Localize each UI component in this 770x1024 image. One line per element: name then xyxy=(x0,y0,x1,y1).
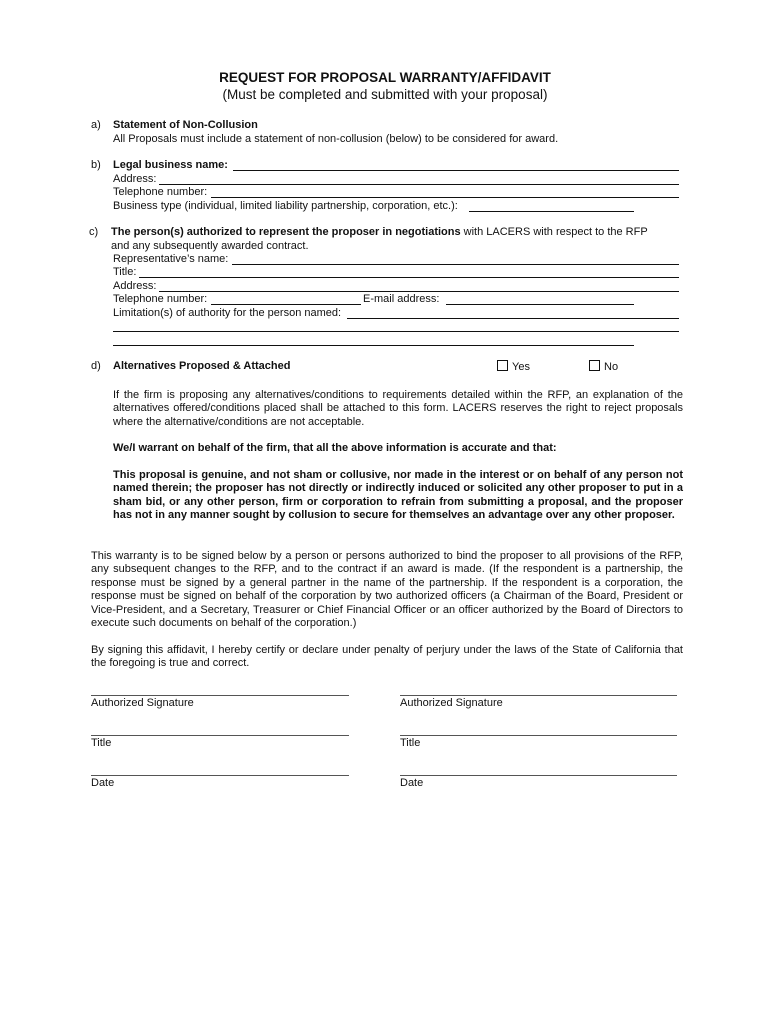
legal-name-label: Legal business name: xyxy=(113,159,228,171)
warranty-paragraph: This warranty is to be signed below by a person or persons authorized to bind the proposer to all provisions of the RFP, any subsequent changes to the RFP, and to the contract if an award is made. (If the respondent is a partnership, the response must be signed by a general partner in the name of the partnership. If the respondent is a corporation, the response must be signed on behalf of the corporation by two authorized officers (a Chairman of the Board, President or Vice-President, and a Secretary, Treasurer or Chief Financial Officer or an officer authorized by the Board of Directors to execute such documents on behalf of the corporation.) xyxy=(91,550,683,630)
no-label: No xyxy=(604,361,619,373)
email-field[interactable] xyxy=(446,304,634,305)
section-c-marker: c) xyxy=(89,226,99,238)
c-address-field[interactable] xyxy=(159,291,679,292)
c-telephone-field[interactable] xyxy=(211,304,361,305)
section-a-text: All Proposals must include a statement of non-collusion (below) to be considered for award. xyxy=(113,133,559,145)
rep-name-field[interactable] xyxy=(232,264,679,265)
section-a-heading: Statement of Non-Collusion xyxy=(113,119,258,131)
right-title-line[interactable] xyxy=(400,735,677,736)
left-date-line[interactable] xyxy=(91,775,349,776)
section-c-heading xyxy=(111,226,648,238)
alternatives-paragraph: If the firm is proposing any alternatives/conditions to requirements detailed within the RFP, an explanation of the alternatives offered/conditions placed shall be attached to this form. LACERS reserves the right to reject proposals where the alternative/conditions are not acceptable. xyxy=(113,389,683,428)
c-title-field[interactable] xyxy=(139,277,679,278)
left-date-label: Date xyxy=(91,777,115,789)
c-address-label: Address: xyxy=(113,280,157,292)
page-title: REQUEST FOR PROPOSAL WARRANTY/AFFIDAVIT xyxy=(219,70,551,85)
yes-checkbox[interactable] xyxy=(497,360,508,371)
section-c-heading-line2: and any subsequently awarded contract. xyxy=(111,240,309,252)
section-c-heading-bold: The person(s) authorized to represent the proposer in negotiations xyxy=(111,226,461,238)
section-d-marker: d) xyxy=(91,360,101,372)
yes-label: Yes xyxy=(512,361,530,373)
c-title-label: Title: xyxy=(113,266,137,278)
right-signature-line[interactable] xyxy=(400,695,677,696)
b-telephone-field[interactable] xyxy=(211,197,679,198)
rep-name-label: Representative’s name: xyxy=(113,253,229,265)
affidavit-paragraph: By signing this affidavit, I hereby certify or declare under penalty of perjury under the laws of the State of California that the foregoing is true and correct. xyxy=(91,644,683,670)
no-option[interactable] xyxy=(589,360,618,373)
business-type-label: Business type (individual, limited liability partnership, corporation, etc.): xyxy=(113,200,458,212)
left-signature-line[interactable] xyxy=(91,695,349,696)
b-address-field[interactable] xyxy=(159,184,679,185)
section-c-heading-rest: with LACERS with respect to the RFP xyxy=(460,226,648,238)
c-telephone-label: Telephone number: xyxy=(113,293,208,305)
no-checkbox[interactable] xyxy=(589,360,600,371)
limitations-label: Limitation(s) of authority for the person named: xyxy=(113,307,342,319)
right-date-label: Date xyxy=(400,777,424,789)
non-collusion-paragraph: This proposal is genuine, and not sham or collusive, nor made in the interest or on behalf of any person not named therein; the proposer has not directly or indirectly induced or solicited any other proposer to put in a sham bid, or any other person, firm or corporation to refrain from submitting a proposal, and the proposer has not in any manner sought by collusion to secure for themselves an advantage over any other proposer. xyxy=(113,469,683,522)
b-address-label: Address: xyxy=(113,173,157,185)
limitations-field-line-2[interactable] xyxy=(113,331,679,332)
left-signature-label: Authorized Signature xyxy=(91,697,194,709)
section-d-heading: Alternatives Proposed & Attached xyxy=(113,360,291,372)
section-a-marker: a) xyxy=(91,119,101,131)
yes-option[interactable] xyxy=(497,360,530,373)
warrant-statement: We/I warrant on behalf of the firm, that all the above information is accurate and that: xyxy=(113,442,557,454)
email-label: E-mail address: xyxy=(363,293,440,305)
right-date-line[interactable] xyxy=(400,775,677,776)
right-title-label: Title xyxy=(400,737,421,749)
business-type-field[interactable] xyxy=(469,211,634,212)
left-title-label: Title xyxy=(91,737,112,749)
limitations-field[interactable] xyxy=(347,318,679,319)
left-title-line[interactable] xyxy=(91,735,349,736)
legal-name-field[interactable] xyxy=(233,170,679,171)
page-subtitle: (Must be completed and submitted with your proposal) xyxy=(222,87,548,102)
limitations-field-line-3[interactable] xyxy=(113,345,634,346)
right-signature-label: Authorized Signature xyxy=(400,697,503,709)
section-b-marker: b) xyxy=(91,159,101,171)
b-telephone-label: Telephone number: xyxy=(113,186,208,198)
